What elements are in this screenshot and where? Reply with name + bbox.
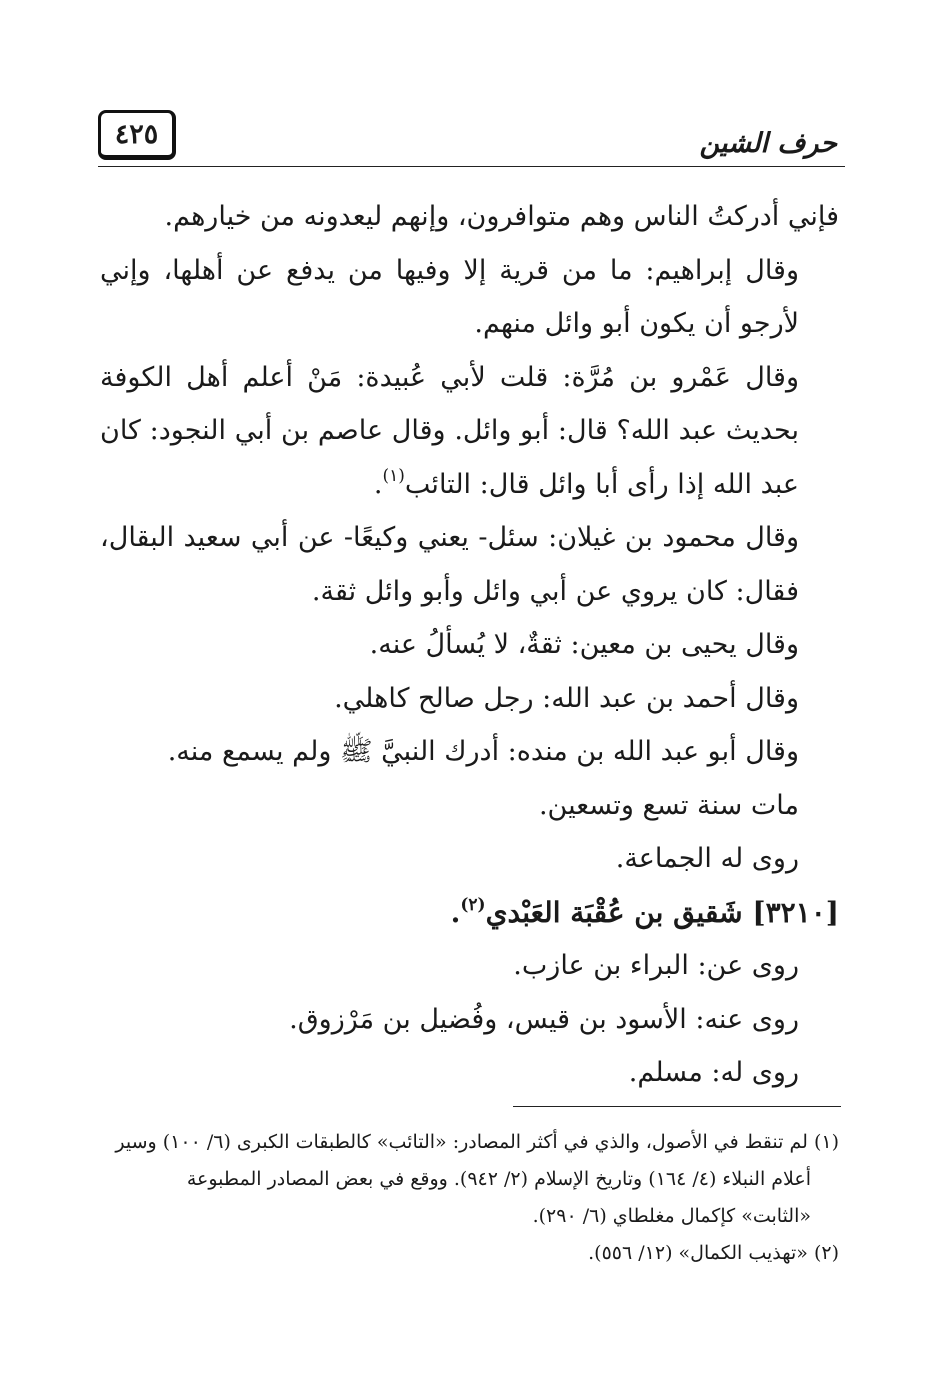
footnote-ref-1: (١) bbox=[382, 465, 405, 486]
footnote-divider bbox=[513, 1106, 841, 1107]
footnote-ref-2: (٢) bbox=[460, 894, 486, 915]
paragraph-7: وقال أبو عبد الله بن منده: أدرك النبيَّ ﷺ ولم يسمع منه. bbox=[167, 736, 799, 767]
main-text bbox=[100, 190, 839, 1100]
paragraph-11: روى عنه: الأسود بن قيس، وفُضيل بن مَرْزوق. bbox=[289, 1003, 799, 1035]
paragraph-1: فإني أدركتُ الناس وهم متوافرون، وإنهم ليعدونه من خيارهم. bbox=[164, 201, 839, 232]
paragraph-3-text: وقال عَمْرو بن مُرَّة: قلت لأبي عُبيدة: مَنْ أعلم أهل الكوفة بحديث عبد الله؟ قال: أبو وائل. وقال عاصم بن أبي النجود: كان عبد الله إذا رأى أبا وائل قال: التائب bbox=[100, 361, 799, 500]
paragraph-5: وقال يحيى بن معين: ثقةٌ، لا يُسألُ عنه. bbox=[369, 629, 799, 660]
paragraph-12: روى له: مسلم. bbox=[628, 1057, 799, 1088]
entry-heading bbox=[100, 886, 839, 940]
page-number: ٤٢٥ bbox=[114, 118, 159, 150]
footnote-1-line-1: (١) لم تنقط في الأصول، والذي في أكثر المصادر: «التائب» كالطبقات الكبرى (٦/ ١٠٠) وسير bbox=[115, 1131, 839, 1153]
entry-title: [٣٢١٠] شَقيق بن عُقْبَة العَبْدي bbox=[485, 895, 839, 929]
paragraph-4: وقال محمود بن غيلان: سئل- يعني وكيعًا- عن أبي سعيد البقال، فقال: كان يروي عن أبي وائل وأبو وائل ثقة. bbox=[100, 522, 799, 607]
header-divider bbox=[98, 166, 845, 167]
entry-end: . bbox=[450, 895, 461, 929]
paragraph-3-end: . bbox=[373, 468, 383, 500]
paragraph-6: وقال أحمد بن عبد الله: رجل صالح كاهلي. bbox=[334, 682, 799, 714]
paragraph-2: وقال إبراهيم: ما من قرية إلا وفيها من يدفع عن أهلها، وإني لأرجو أن يكون أبو وائل منهم. bbox=[100, 254, 799, 339]
footnotes bbox=[100, 1124, 839, 1272]
footnote-1-line-3: «الثابت» كإكمال مغلطاي (٦/ ٢٩٠). bbox=[532, 1205, 811, 1227]
paragraph-8: مات سنة تسع وتسعين. bbox=[538, 789, 799, 821]
footnote-2: (٢) «تهذيب الكمال» (١٢/ ٥٥٦). bbox=[588, 1242, 839, 1264]
paragraph-9: روى له الجماعة. bbox=[615, 843, 799, 874]
footnote-1-line-2: أعلام النبلاء (٤/ ١٦٤) وتاريخ الإسلام (٢/ ٩٤٢). ووقع في بعض المصادر المطبوعة bbox=[186, 1168, 811, 1190]
paragraph-10: روى عن: البراء بن عازب. bbox=[513, 950, 799, 981]
paragraph-3 bbox=[100, 351, 839, 512]
page-number-box bbox=[98, 110, 176, 160]
running-header-title: حرف الشين bbox=[699, 128, 837, 159]
